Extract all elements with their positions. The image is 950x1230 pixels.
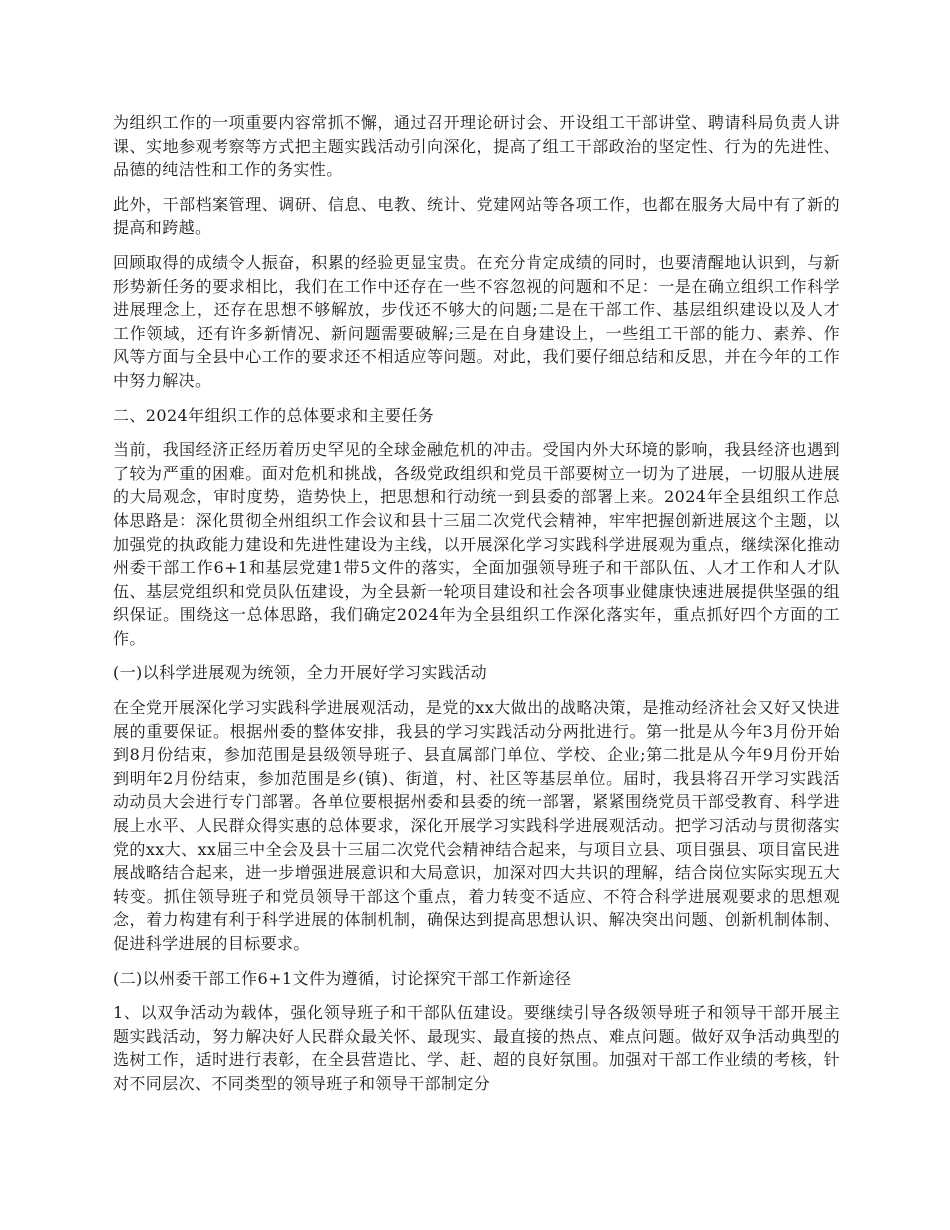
- document-page: [113, 111, 840, 1107]
- section-heading-2024-tasks: 二、2024年组织工作的总体要求和主要任务: [113, 405, 435, 425]
- subheading-scientific-development: (一)以科学进展观为统领，全力开展好学习实践活动: [113, 663, 488, 683]
- paragraph-study-activities: 为组织工作的一项重要内容常抓不懈，通过召开理论研讨会、开设组工干部讲堂、聘请科局负责人讲课、实地参观考察等方式把主题实践活动引向深化，提高了组工干部政治的坚定性、行为的先进性、品德的纯洁性和工作的务实性。: [113, 113, 840, 180]
- paragraph-review-problems: 回顾取得的成绩令人振奋，积累的经验更显宝贵。在充分肯定成绩的同时，也要清醒地认识到，与新形势新任务的要求相比，我们在工作中还存在一些不容忽视的问题和不足：一是在确立组织工作科学进展理念上，还存在思想不够解放，步伐还不够大的问题;二是在干部工作、基层组织建设以及人才工作领域，还有许多新情况、新问题需要破解;三是在自身建设上，一些组工干部的能力、素养、作风等方面与全县中心工作的要求还不相适应等问题。对此，我们要仔细总结和反思，并在今年的工作中努力解决。: [113, 252, 840, 390]
- paragraph-other-work: 此外，干部档案管理、调研、信息、电教、统计、党建网站等各项工作，也都在服务大局中有了新的提高和跨越。: [113, 194, 840, 238]
- paragraph-dual-competition: 1、以双争活动为载体，强化领导班子和干部队伍建设。要继续引导各级领导班子和领导干部开展主题实践活动，努力解决好人民群众最关怀、最现实、最直接的热点、难点问题。做好双争活动典型的选树工作，适时进行表彰，在全县营造比、学、赶、超的良好氛围。加强对干部工作业绩的考核，针对不同层次、不同类型的领导班子和领导干部制定分: [113, 1003, 840, 1093]
- paragraph-overall-approach: 当前，我国经济正经历着历史罕见的全球金融危机的冲击。受国内外大环境的影响，我县经济也遇到了较为严重的困难。面对危机和挑战，各级党政组织和党员干部要树立一切为了进展，一切服从进展的大局观念，审时度势，造势快上，把思想和行动统一到县委的部署上来。2024年全县组织工作总体思路是：深化贯彻全州组织工作会议和县十三届二次党代会精神，牢牢把握创新进展这个主题，以加强党的执政能力建设和先进性建设为主线，以开展深化学习实践科学进展观为重点，继续深化推动州委干部工作6+1和基层党建1带5文件的落实，全面加强领导班子和干部队伍、人才工作和人才队伍、基层党组织和党员队伍建设，为全县新一轮项目建设和社会各项事业健康快速进展提供坚强的组织保证。围绕这一总体思路，我们确定2024年为全县组织工作深化落实年，重点抓好四个方面的工作。: [113, 440, 840, 648]
- paragraph-study-practice: 在全党开展深化学习实践科学进展观活动，是党的xx大做出的战略决策，是推动经济社会又好又快进展的重要保证。根据州委的整体安排，我县的学习实践活动分两批进行。第一批是从今年3月份开始到8月份结束，参加范围是县级领导班子、县直属部门单位、学校、企业;第二批是从今年9月份开始到明年2月份结束，参加范围是乡(镇)、街道，村、社区等基层单位。届时，我县将召开学习实践活动动员大会进行专门部署。各单位要根据州委和县委的统一部署，紧紧围绕党员干部受教育、科学进展上水平、人民群众得实惠的总体要求，深化开展学习实践科学进展观活动。把学习活动与贯彻落实党的xx大、xx届三中全会及县十三届二次党代会精神结合起来，与项目立县、项目强县、项目富民进展战略结合起来，进一步增强进展意识和大局意识，加深对四大共识的理解，结合岗位实际实现五大转变。抓住领导班子和党员领导干部这个重点，着力转变不适应、不符合科学进展观要求的思想观念，着力构建有利于科学进展的体制机制，确保达到提高思想认识、解决突出问题、创新机制体制、促进科学进展的目标要求。: [113, 698, 840, 953]
- subheading-cadre-work: (二)以州委干部工作6+1文件为遵循，讨论探究干部工作新途径: [113, 968, 572, 988]
